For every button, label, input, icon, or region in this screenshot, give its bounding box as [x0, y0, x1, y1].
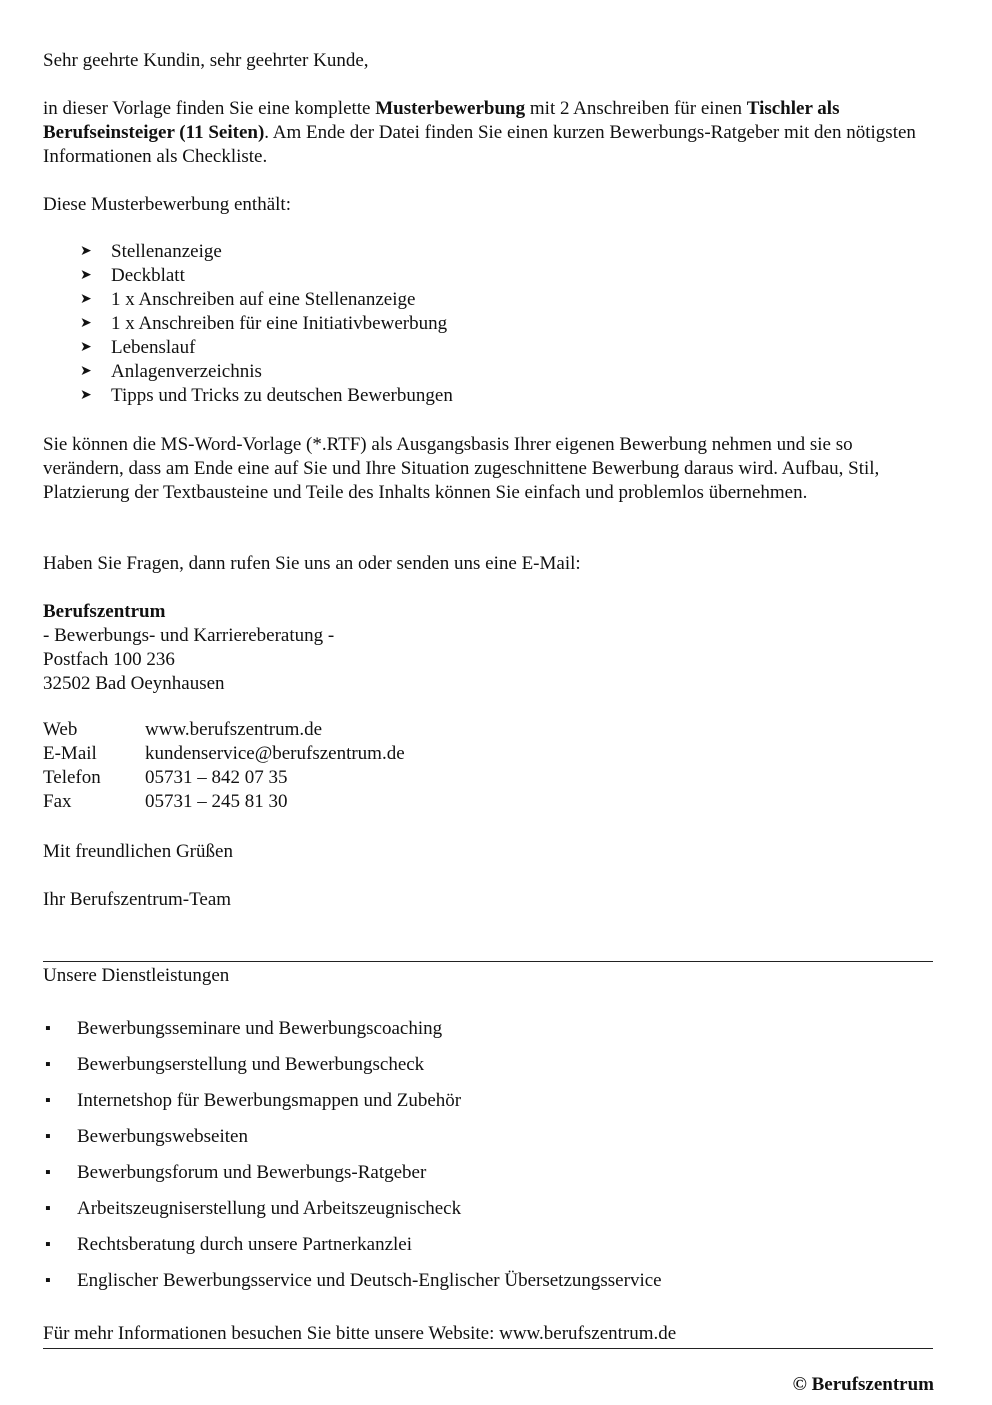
divider-bottom — [43, 1348, 933, 1349]
greeting: Sehr geehrte Kundin, sehr geehrter Kunde, — [43, 50, 369, 71]
service-item-label: Englischer Bewerbungsservice und Deutsch-Englischer Übersetzungsservice — [77, 1270, 662, 1291]
arrow-bullet-icon: ➤ — [80, 340, 92, 355]
arrow-bullet-icon: ➤ — [80, 268, 92, 283]
contact-row-web — [43, 718, 405, 742]
questions-line: Haben Sie Fragen, dann rufen Sie uns an oder senden uns eine E-Mail: — [43, 553, 581, 574]
service-item — [43, 1047, 662, 1083]
service-item — [43, 1191, 662, 1227]
arrow-bullet-icon: ➤ — [80, 388, 92, 403]
square-bullet-icon: ▪ — [45, 1272, 51, 1289]
service-item — [43, 1227, 662, 1263]
service-item-label: Internetshop für Bewerbungsmappen und Zubehör — [77, 1090, 462, 1111]
contact-row-fax — [43, 790, 405, 814]
service-item-label: Bewerbungserstellung und Bewerbungscheck — [77, 1054, 425, 1075]
square-bullet-icon: ▪ — [45, 1020, 51, 1037]
contact-table — [43, 718, 405, 814]
service-item — [43, 1011, 662, 1047]
checklist-item — [43, 336, 453, 360]
service-item-label: Bewerbungsforum und Bewerbungs-Ratgeber — [77, 1162, 427, 1183]
checklist-item-label: Stellenanzeige — [111, 241, 222, 262]
fax-number: 05731 – 245 81 30 — [145, 791, 288, 812]
website-link[interactable]: www.berufszentrum.de — [145, 719, 323, 740]
checklist-item-label: 1 x Anschreiben auf eine Stellenanzeige — [111, 289, 416, 310]
intro-paragraph — [43, 97, 933, 169]
service-item — [43, 1119, 662, 1155]
square-bullet-icon: ▪ — [45, 1056, 51, 1073]
more-info-line: Für mehr Informationen besuchen Sie bitte unsere Website: www.berufszentrum.de — [43, 1323, 677, 1344]
checklist-item-label: Tipps und Tricks zu deutschen Bewerbungen — [111, 385, 453, 406]
intro-text-a: in dieser Vorlage finden Sie eine komplette — [43, 98, 376, 119]
arrow-bullet-icon: ➤ — [80, 364, 92, 379]
service-item-label: Rechtsberatung durch unsere Partnerkanzlei — [77, 1234, 413, 1255]
arrow-bullet-icon: ➤ — [80, 292, 92, 307]
checklist-item — [43, 264, 453, 288]
postbox: Postfach 100 236 — [43, 649, 175, 670]
usage-paragraph: Sie können die MS-Word-Vorlage (*.RTF) als Ausgangsbasis Ihrer eigenen Bewerbung nehmen und sie so verändern, dass am Ende eine auf Sie und Ihre Situation zugeschnittene Bewerbung daraus wird. Aufbau, Stil, Platzierung der Textbausteine und Teile des Inhalts können Sie einfach und problemlos übernehmen. — [43, 434, 880, 503]
contact-label: Web — [43, 719, 78, 740]
checklist-item — [43, 360, 453, 384]
copyright-footer: © Berufszentrum — [792, 1374, 934, 1395]
service-item — [43, 1155, 662, 1191]
checklist-item — [43, 312, 453, 336]
checklist-item — [43, 384, 453, 408]
services-heading: Unsere Dienstleistungen — [43, 965, 230, 986]
service-item-label: Bewerbungswebseiten — [77, 1126, 248, 1147]
services-list — [43, 1011, 662, 1299]
contact-label: E-Mail — [43, 743, 97, 764]
square-bullet-icon: ▪ — [45, 1236, 51, 1253]
checklist-item — [43, 288, 453, 312]
phone-number: 05731 – 842 07 35 — [145, 767, 288, 788]
service-item — [43, 1083, 662, 1119]
divider-top — [43, 961, 933, 962]
city: 32502 Bad Oeynhausen — [43, 673, 225, 694]
checklist-item-label: Anlagenverzeichnis — [111, 361, 262, 382]
intro-bold-musterbewerbung: Musterbewerbung — [375, 98, 526, 119]
service-item-label: Arbeitszeugniserstellung und Arbeitszeugnischeck — [77, 1198, 462, 1219]
checklist-item-label: Deckblatt — [111, 265, 185, 286]
checklist-item-label: 1 x Anschreiben für eine Initiativbewerbung — [111, 313, 448, 334]
contact-row-phone — [43, 766, 405, 790]
square-bullet-icon: ▪ — [45, 1164, 51, 1181]
square-bullet-icon: ▪ — [45, 1200, 51, 1217]
closing: Mit freundlichen Grüßen — [43, 841, 233, 862]
signature: Ihr Berufszentrum-Team — [43, 889, 232, 910]
contains-heading: Diese Musterbewerbung enthält: — [43, 194, 291, 215]
contact-row-email — [43, 742, 405, 766]
square-bullet-icon: ▪ — [45, 1128, 51, 1145]
arrow-bullet-icon: ➤ — [80, 316, 92, 331]
email-link[interactable]: kundenservice@berufszentrum.de — [145, 743, 405, 764]
service-item-label: Bewerbungsseminare und Bewerbungscoaching — [77, 1018, 443, 1039]
intro-bold-title: Tischler als Berufseinsteiger (11 Seiten) — [43, 98, 840, 143]
arrow-bullet-icon: ➤ — [80, 244, 92, 259]
checklist — [43, 240, 453, 408]
contact-label: Fax — [43, 791, 72, 812]
square-bullet-icon: ▪ — [45, 1092, 51, 1109]
service-item — [43, 1263, 662, 1299]
company-tagline: - Bewerbungs- und Karriereberatung - — [43, 625, 335, 646]
checklist-item — [43, 240, 453, 264]
checklist-item-label: Lebenslauf — [111, 337, 196, 358]
company-name: Berufszentrum — [43, 601, 166, 622]
intro-text-c: . Am Ende der Datei finden Sie einen kurzen Bewerbungs-Ratgeber mit den nötigsten Informationen als Checkliste. — [43, 122, 916, 167]
intro-text-b: mit 2 Anschreiben für einen — [525, 98, 747, 119]
contact-label: Telefon — [43, 767, 101, 788]
